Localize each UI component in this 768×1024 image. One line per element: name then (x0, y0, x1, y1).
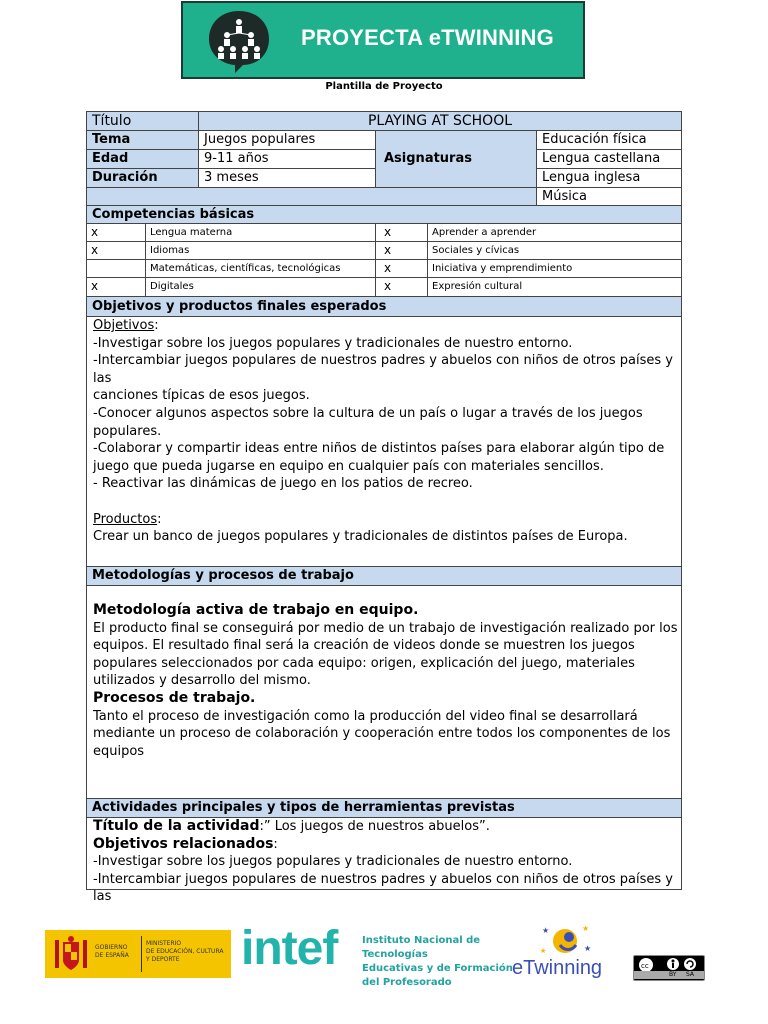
competencia-mark: x (91, 225, 99, 239)
tema-label: Tema (92, 132, 131, 147)
competencia-label-cell (427, 259, 682, 278)
objetivos-header (86, 296, 682, 317)
gobierno-line: DE ESPAÑA (95, 952, 129, 959)
objetivo-line: populares. (93, 423, 162, 439)
competencia-mark: x (384, 243, 392, 257)
asignatura-cell (536, 168, 682, 188)
etwinning-people-icon (207, 9, 271, 73)
metodologia-line: equipos. El resultado final será la creación de videos donde se muestren los juegos (93, 638, 635, 654)
project-banner (181, 1, 585, 79)
cc-by-label: BY (669, 971, 677, 978)
actividades-header (86, 798, 682, 818)
asignatura-cell (536, 130, 682, 150)
gobierno-logo (45, 930, 231, 978)
competencia-label-cell (427, 241, 682, 260)
metodologias-header-label: Metodologías y procesos de trabajo (92, 568, 354, 583)
titulo-label: Título (92, 113, 132, 129)
procesos-line: Tanto el proceso de investigación como la producción del video final se desarrollará (93, 708, 638, 724)
asignatura-item: Educación física (542, 132, 647, 147)
intef-line: Instituto Nacional de Tecnologías (362, 935, 481, 960)
competencia-label-cell (145, 277, 376, 297)
banner-title: PROYECTA eTWINNING (301, 25, 554, 50)
etwinning-wordmark: eTwinning (512, 957, 603, 979)
coat-of-arms-icon (51, 934, 91, 974)
competencia-label: Aprender a aprender (432, 227, 537, 238)
metodologia-line: El producto final se conseguirá por medio de un trabajo de investigación realizado por los (93, 620, 678, 636)
intef-wordmark: intef (241, 922, 338, 975)
edad-label: Edad (92, 151, 129, 166)
competencia-mark: x (91, 243, 99, 257)
competencia-label-cell (145, 241, 376, 260)
competencia-mark-cell (86, 277, 146, 297)
metodologia-line: utilizados y desarrollo del mismo. (93, 673, 311, 689)
competencia-label: Iniciativa y emprendimiento (432, 263, 573, 274)
competencia-label: Expresión cultural (432, 281, 523, 292)
objetivos-text: Objetivos: -Investigar sobre los juegos populares y tradicionales de nuestro entorno. -Intercambiar juegos populares de nuestros padres y abuelos con niños de otros países y las canciones típicas de esos juegos. -Conocer algunos aspectos sobre la cultura de un país o lugar a través de los juegos populares. -Colaborar y compartir ideas entre niños de distintos países para elaborar algún tipo de juego que pueda jugarse en equipo en cualquier país con materiales sencillos. - Reactivar las dinámicas de juego en los patios de recreo. Productos: Crear un banco de juegos populares y tradicionales de distintos países de Europa. (93, 317, 679, 546)
asignatura-item: Lengua inglesa (542, 170, 641, 185)
titulo-label-cell (86, 111, 199, 131)
competencia-mark: x (91, 279, 99, 293)
competencia-mark-cell (375, 277, 428, 297)
edad-value: 9-11 años (204, 151, 269, 166)
asignatura-item: Música (542, 189, 587, 204)
producto-line: Crear un banco de juegos populares y tradicionales de distintos países de Europa. (93, 529, 628, 545)
etwinning-logo (512, 921, 616, 985)
procesos-line: mediante un proceso de colaboración y cooperación entre todos los componentes de los (93, 726, 671, 742)
competencia-mark-cell (375, 241, 428, 260)
objetivo-line: juego que pueda jugarse en equipo en cualquier país con materiales sencillos. (93, 458, 604, 474)
cc-sa-label: SA (686, 971, 695, 978)
gobierno-line: GOBIERNO (95, 944, 128, 951)
relacionado-line: -Investigar sobre los juegos populares y tradicionales de nuestro entorno. (93, 854, 573, 870)
creative-commons-icon (634, 956, 704, 972)
page-subtitle: Plantilla de Proyecto (325, 81, 443, 92)
competencia-label: Lengua materna (150, 227, 233, 238)
procesos-title: Procesos de trabajo. (93, 689, 256, 706)
objetivos-title: Objetivos (93, 318, 155, 333)
productos-title: Productos (93, 511, 158, 527)
tema-value-cell (198, 130, 376, 150)
metodologias-header (86, 566, 682, 586)
tema-label-cell (86, 130, 199, 150)
svg-text:★: ★ (582, 924, 590, 933)
asignaturas-label: Asignaturas (384, 151, 472, 166)
edad-label-cell (86, 149, 199, 169)
asignatura-item: Lengua castellana (542, 151, 661, 166)
objetivo-line: canciones típicas de esos juegos. (93, 388, 310, 404)
ministerio-line: DE EDUCACIÓN, CULTURA (146, 948, 224, 955)
actividades-header-label: Actividades principales y tipos de herramientas previstas (92, 800, 515, 815)
intef-line: Educativas y de Formación (362, 963, 513, 974)
competencia-mark-cell (86, 223, 146, 242)
footer-logos (0, 922, 768, 995)
relacionados-label: Objetivos relacionados (93, 835, 274, 852)
competencia-mark: x (384, 225, 392, 239)
competencia-mark-cell (86, 259, 146, 278)
asignaturas-label-cell (375, 130, 537, 188)
actividad-label: Título de la actividad (93, 818, 260, 834)
competencia-label: Idiomas (150, 245, 190, 256)
objetivos-header-label: Objetivos y productos finales esperados (92, 299, 387, 314)
intef-line: del Profesorado (362, 977, 452, 988)
objetivo-line: -Intercambiar juegos populares de nuestros padres y abuelos con niños de otros países y las (93, 353, 674, 386)
competencia-label: Sociales y cívicas (432, 245, 520, 256)
competencia-mark-cell (86, 241, 146, 260)
intef-logo (241, 922, 521, 988)
competencia-mark: x (384, 261, 392, 275)
edad-value-cell (198, 149, 376, 169)
competencia-label-cell (145, 259, 376, 278)
competencia-mark-cell (375, 223, 428, 242)
procesos-line: equipos (93, 743, 145, 759)
project-title: PLAYING AT SCHOOL (367, 113, 513, 129)
duracion-label-cell (86, 168, 199, 188)
competencia-mark: x (384, 279, 392, 293)
objetivo-line: -Colaborar y compartir ideas entre niños de distintos países para elaborar algún tipo de (93, 441, 665, 457)
competencia-label-cell (145, 223, 376, 242)
asignatura-cell (536, 149, 682, 169)
duracion-label: Duración (92, 170, 158, 185)
ministerio-line: MINISTERIO (146, 940, 182, 947)
metodologias-text (93, 602, 679, 760)
etwinning-stars-icon (538, 921, 592, 961)
competencia-mark-cell (375, 259, 428, 278)
duracion-value-cell (198, 168, 376, 188)
svg-text:★: ★ (540, 947, 547, 955)
tema-value: Juegos populares (204, 132, 316, 147)
svg-text:★: ★ (542, 926, 550, 935)
blank-row-cell (86, 187, 537, 206)
competencia-label: Digitales (150, 281, 194, 292)
metodologia-line: populares seleccionados por cada equipo: origen, explicación del juego, materiales (93, 655, 635, 671)
competencia-label-cell (427, 277, 682, 297)
metodologia-title: Metodología activa de trabajo en equipo. (93, 602, 419, 618)
svg-text:★: ★ (584, 944, 592, 953)
cc-license-badge (633, 955, 705, 981)
svg-text:cc: cc (641, 962, 649, 970)
competencias-header-label: Competencias básicas (92, 207, 255, 222)
competencia-label: Matemáticas, científicas, tecnológicas (150, 263, 341, 274)
competencia-label-cell (427, 223, 682, 242)
competencias-header (86, 205, 682, 224)
objetivo-line: -Investigar sobre los juegos populares y tradicionales de nuestro entorno. (93, 335, 573, 351)
objetivo-line: - Reactivar las dinámicas de juego en los patios de recreo. (93, 476, 473, 492)
metodologias-body (86, 585, 682, 799)
relacionado-line: -Intercambiar juegos populares de nuestros padres y abuelos con niños de otros países y las (93, 871, 674, 905)
objetivo-line: -Conocer algunos aspectos sobre la cultura de un país o lugar a través de los juegos (93, 405, 643, 421)
titulo-value-cell (198, 111, 682, 131)
actividades-body (86, 817, 682, 905)
ministerio-line: Y DEPORTE (146, 956, 180, 963)
actividad-value: :” Los juegos de nuestros abuelos”. (259, 819, 490, 834)
actividades-text: Título de la actividad:” Los juegos de nuestros abuelos”. Objetivos relacionados: -Investigar sobre los juegos populares y tradicionales de nuestro entorno. -Intercambiar juegos populares de nuestros padres y abuelos con niños de otros países y las (93, 818, 679, 906)
duracion-value: 3 meses (204, 170, 259, 185)
asignatura-cell (536, 187, 682, 206)
objetivos-body (86, 316, 682, 567)
